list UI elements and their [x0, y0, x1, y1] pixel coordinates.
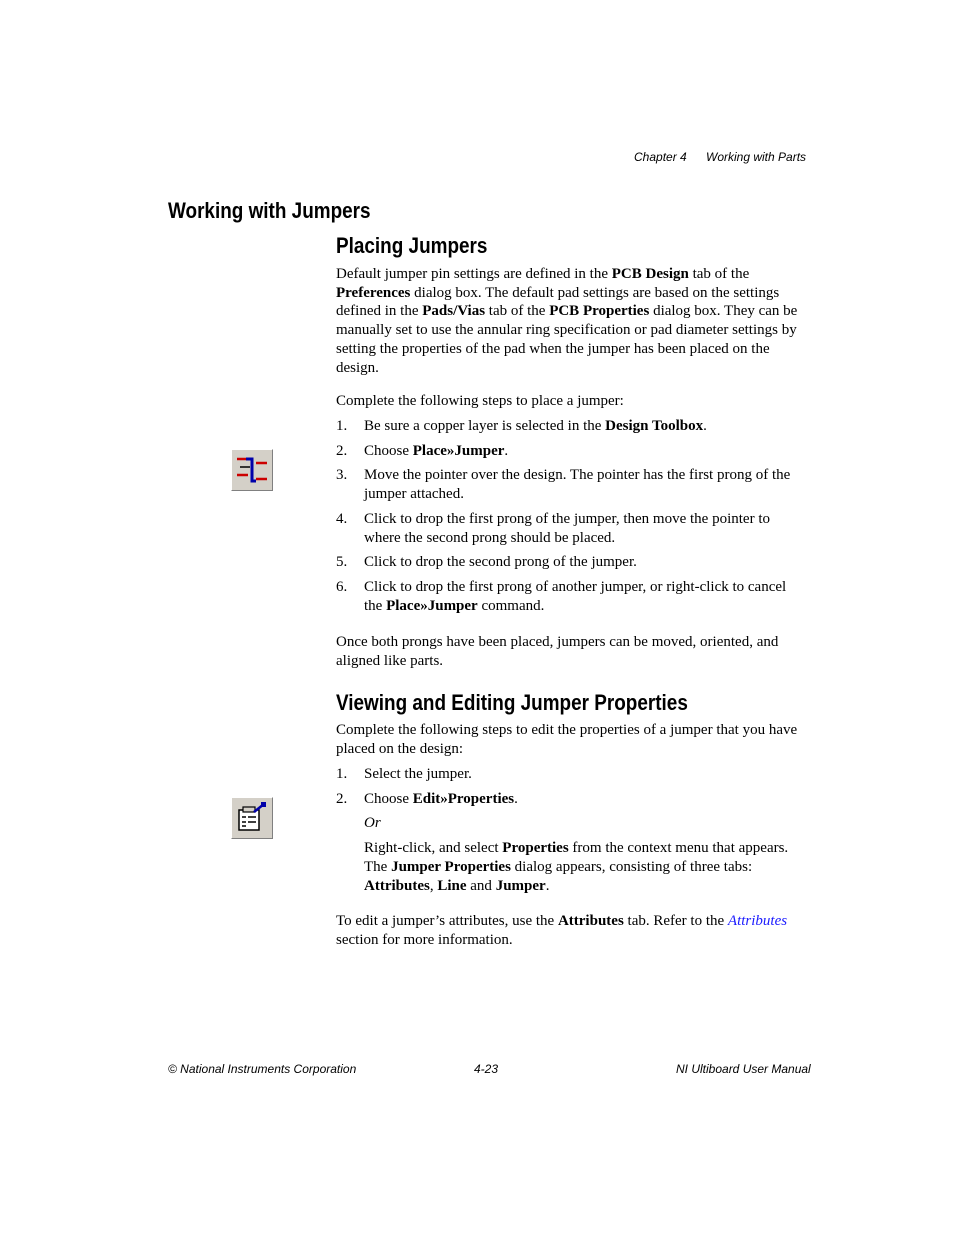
placing-outro-text: Once both prongs have been placed, jumpers can be moved, oriented, and aligned like parts.: [336, 634, 779, 669]
text-run: Default jumper pin settings are defined in the: [336, 266, 612, 282]
viewing-steps-list: [336, 765, 801, 808]
text-run: Be sure a copper layer is selected in the: [364, 418, 606, 434]
properties-icon-graphic: [232, 798, 272, 838]
cross-reference-link[interactable]: Attributes: [727, 913, 788, 929]
step-number: 2.: [336, 442, 348, 459]
step-item: [336, 790, 801, 809]
bold-term: Line: [437, 877, 467, 894]
text-run: dialog box. The default pad settings are based on the settings defined in the: [336, 284, 780, 320]
bold-term: Jumper Properties: [391, 858, 511, 875]
text-run: Move the pointer over the design. The pointer has the first prong of the jumper attached.: [364, 467, 791, 503]
running-header-chapter: Chapter 4: [634, 150, 687, 164]
text-run: from the context menu that appears. The: [364, 840, 789, 875]
placing-steps: [336, 417, 801, 621]
step-text: [364, 467, 790, 502]
bold-term: PCB Properties: [549, 303, 650, 320]
place-jumper-icon-graphic: [232, 450, 272, 490]
text-run: Click to drop the first prong of another jumper, or right-click to cancel the: [364, 578, 787, 614]
viewing-outro: [336, 912, 801, 949]
text-run: .: [514, 790, 518, 807]
placing-intro-paragraph: [336, 265, 801, 377]
text-run: Click to drop the second prong of the jumper.: [364, 554, 637, 571]
text-run: tab of the: [688, 266, 750, 282]
bold-term: Properties: [502, 840, 569, 857]
or-label: Or: [364, 815, 381, 832]
bold-term: Place»Jumper: [412, 442, 505, 459]
bold-term: Design Toolbox: [605, 418, 704, 434]
text-run: section for more information.: [336, 931, 513, 948]
running-header-title: Working with Parts: [706, 150, 807, 164]
bold-term: PCB Design: [611, 266, 689, 282]
bold-term: Jumper: [495, 877, 546, 894]
text-run: ,: [429, 877, 438, 894]
placing-steps-intro-text: Complete the following steps to place a jumper:: [336, 393, 624, 409]
alternative-method: [336, 839, 801, 895]
text-run: Choose: [364, 442, 413, 459]
step-number: 1.: [336, 766, 348, 782]
step-text: [364, 443, 508, 459]
step-item: [336, 417, 801, 436]
step-item: [336, 466, 801, 503]
bold-term: Preferences: [336, 284, 411, 301]
text-run: .: [703, 418, 707, 434]
text-run: .: [545, 877, 550, 894]
step-text: [364, 511, 770, 546]
step-text: [364, 579, 786, 614]
placing-steps-intro: [336, 392, 801, 411]
step-number: 1.: [336, 418, 348, 434]
step-number: 4.: [336, 510, 348, 527]
step-text: [364, 791, 518, 807]
bold-term: Edit»Properties: [412, 790, 515, 807]
viewing-intro-text: Complete the following steps to edit the properties of a jumper that you have placed on the design:: [336, 722, 798, 757]
properties-icon: [231, 797, 273, 839]
text-run: Select the jumper.: [364, 766, 472, 782]
text-run: tab. Refer to the: [623, 913, 728, 929]
text-run: Right-click, and select: [364, 840, 503, 857]
place-jumper-icon: [231, 449, 273, 491]
text-run: dialog box. They can be manually set to use the annular ring specification or pad diameter settings by setting the properties of the pad when the jumper has been placed on the design.: [336, 303, 798, 376]
text-run: tab of the: [485, 303, 550, 320]
bold-term: Pads/Vias: [422, 303, 486, 320]
step-number: 6.: [336, 578, 348, 595]
step-number: 2.: [336, 790, 348, 807]
viewing-editing-heading: Viewing and Editing Jumper Properties: [336, 690, 688, 715]
bold-term: Place»Jumper: [386, 597, 478, 614]
footer-manual-title: NI Ultiboard User Manual: [676, 1062, 811, 1076]
section-title: Working with Jumpers: [168, 198, 371, 223]
step-text: [364, 418, 707, 434]
placing-outro: [336, 633, 801, 670]
viewing-outro-text: [336, 912, 801, 949]
step-text: [364, 554, 637, 570]
text-run: Click to drop the first prong of the jumper, then move the pointer to where the second prong should be placed.: [364, 510, 770, 546]
viewing-intro: [336, 721, 801, 758]
placing-steps-list: [336, 417, 801, 615]
text-run: and: [466, 877, 496, 894]
placing-intro: [336, 265, 801, 377]
footer-page-number: 4-23: [474, 1062, 499, 1076]
text-run: .: [504, 442, 509, 459]
text-run: Choose: [364, 790, 413, 807]
step-item: [336, 553, 801, 572]
bold-term: Attributes: [557, 913, 624, 929]
text-run: dialog appears, consisting of three tabs:: [510, 858, 753, 875]
viewing-steps: [336, 765, 801, 895]
footer-copyright: © National Instruments Corporation: [168, 1062, 357, 1076]
or-text: [336, 814, 801, 833]
text-run: To edit a jumper’s attributes, use the: [336, 913, 558, 929]
step-item: [336, 442, 801, 461]
step-item: [336, 510, 801, 547]
text-run: command.: [477, 597, 545, 614]
step-number: 5.: [336, 554, 348, 571]
step-item: [336, 765, 801, 784]
step-number: 3.: [336, 467, 348, 484]
placing-jumpers-heading: Placing Jumpers: [336, 233, 488, 258]
step-item: [336, 578, 801, 615]
bold-term: Attributes: [364, 877, 430, 894]
step-text: [364, 766, 472, 782]
